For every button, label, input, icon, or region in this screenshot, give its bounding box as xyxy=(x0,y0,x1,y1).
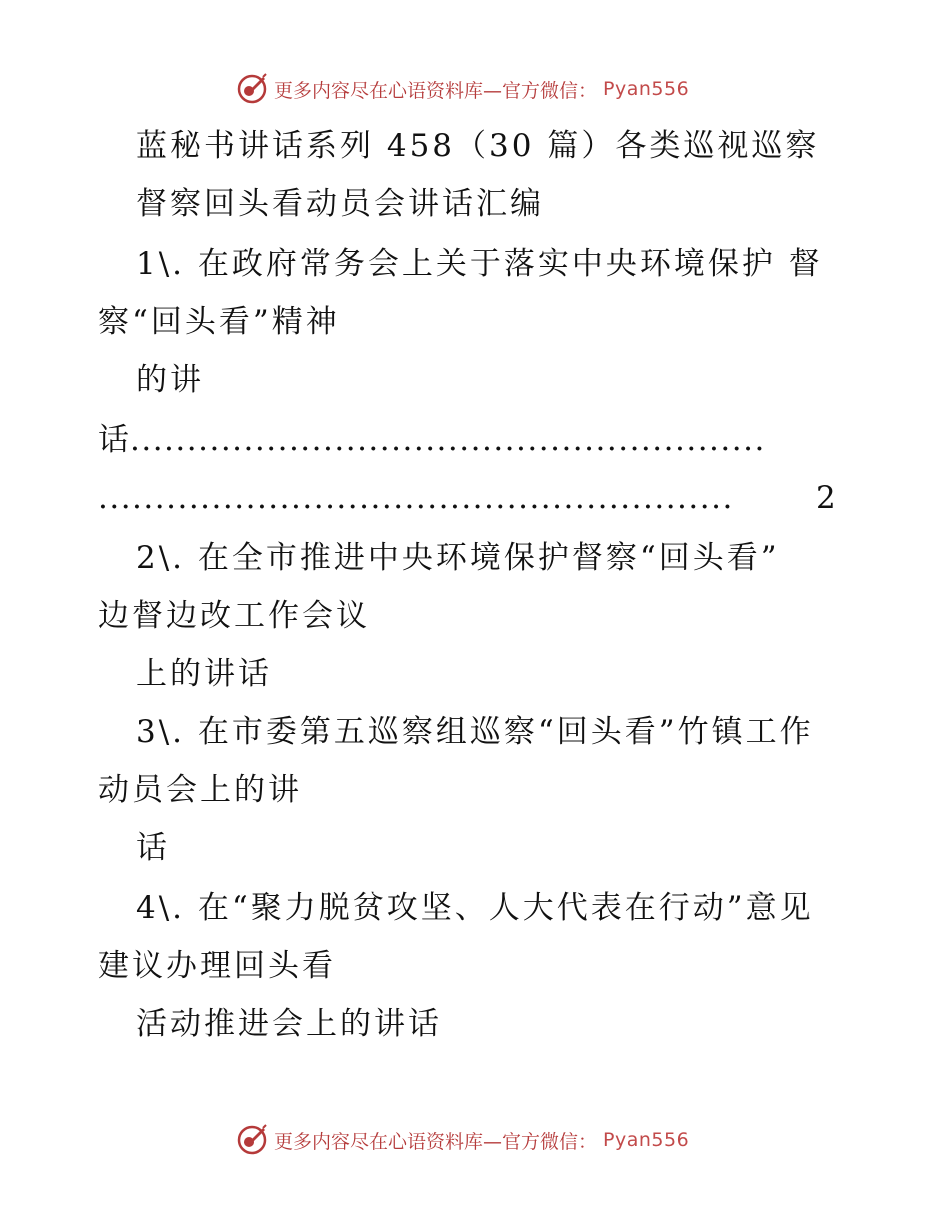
watermark-wechat-id: Pyan556 xyxy=(603,1129,690,1151)
toc-entry-2-line-3: 上的讲话 xyxy=(136,656,272,692)
toc-entry-1-line-1: 1\. 在政府常务会上关于落实中央环境保护 督 xyxy=(136,246,823,282)
document-title-line-2: 督察回头看动员会讲话汇编 xyxy=(136,186,544,222)
toc-leader-dots-1: ........................................................ xyxy=(130,422,766,458)
watermark-footer xyxy=(236,1123,689,1157)
pen-logo-icon xyxy=(236,1124,268,1156)
toc-entry-3-line-3: 话 xyxy=(136,830,170,866)
watermark-text: 更多内容尽在心语资料库—官方微信： xyxy=(274,79,598,102)
toc-entry-4-line-1: 4\. 在“聚力脱贫攻坚、人大代表在行动”意见 xyxy=(136,890,814,926)
toc-entry-1-line-4: 话 xyxy=(98,422,132,458)
toc-entry-1-line-3: 的讲 xyxy=(136,362,204,398)
toc-entry-1-line-2: 察“回头看”精神 xyxy=(98,304,340,340)
pen-logo-icon xyxy=(236,73,268,105)
watermark-header xyxy=(236,72,689,106)
toc-entry-4-line-2: 建议办理回头看 xyxy=(98,948,336,984)
toc-entry-3-line-2: 动员会上的讲 xyxy=(98,772,302,808)
document-title-line-1: 蓝秘书讲话系列 458（30 篇）各类巡视巡察 xyxy=(136,128,820,164)
watermark-text: 更多内容尽在心语资料库—官方微信： xyxy=(274,1130,598,1153)
toc-entry-2-line-1: 2\. 在全市推进中央环境保护督察“回头看” xyxy=(136,540,780,576)
toc-entry-2-line-2: 边督边改工作会议 xyxy=(98,598,370,634)
toc-entry-1-page-number: 2 xyxy=(816,480,836,516)
toc-leader-dots-2: ........................................................ xyxy=(98,480,734,516)
toc-entry-4-line-3: 活动推进会上的讲话 xyxy=(136,1006,442,1042)
toc-entry-3-line-1: 3\. 在市委第五巡察组巡察“回头看”竹镇工作 xyxy=(136,714,814,750)
watermark-wechat-id: Pyan556 xyxy=(603,78,690,100)
